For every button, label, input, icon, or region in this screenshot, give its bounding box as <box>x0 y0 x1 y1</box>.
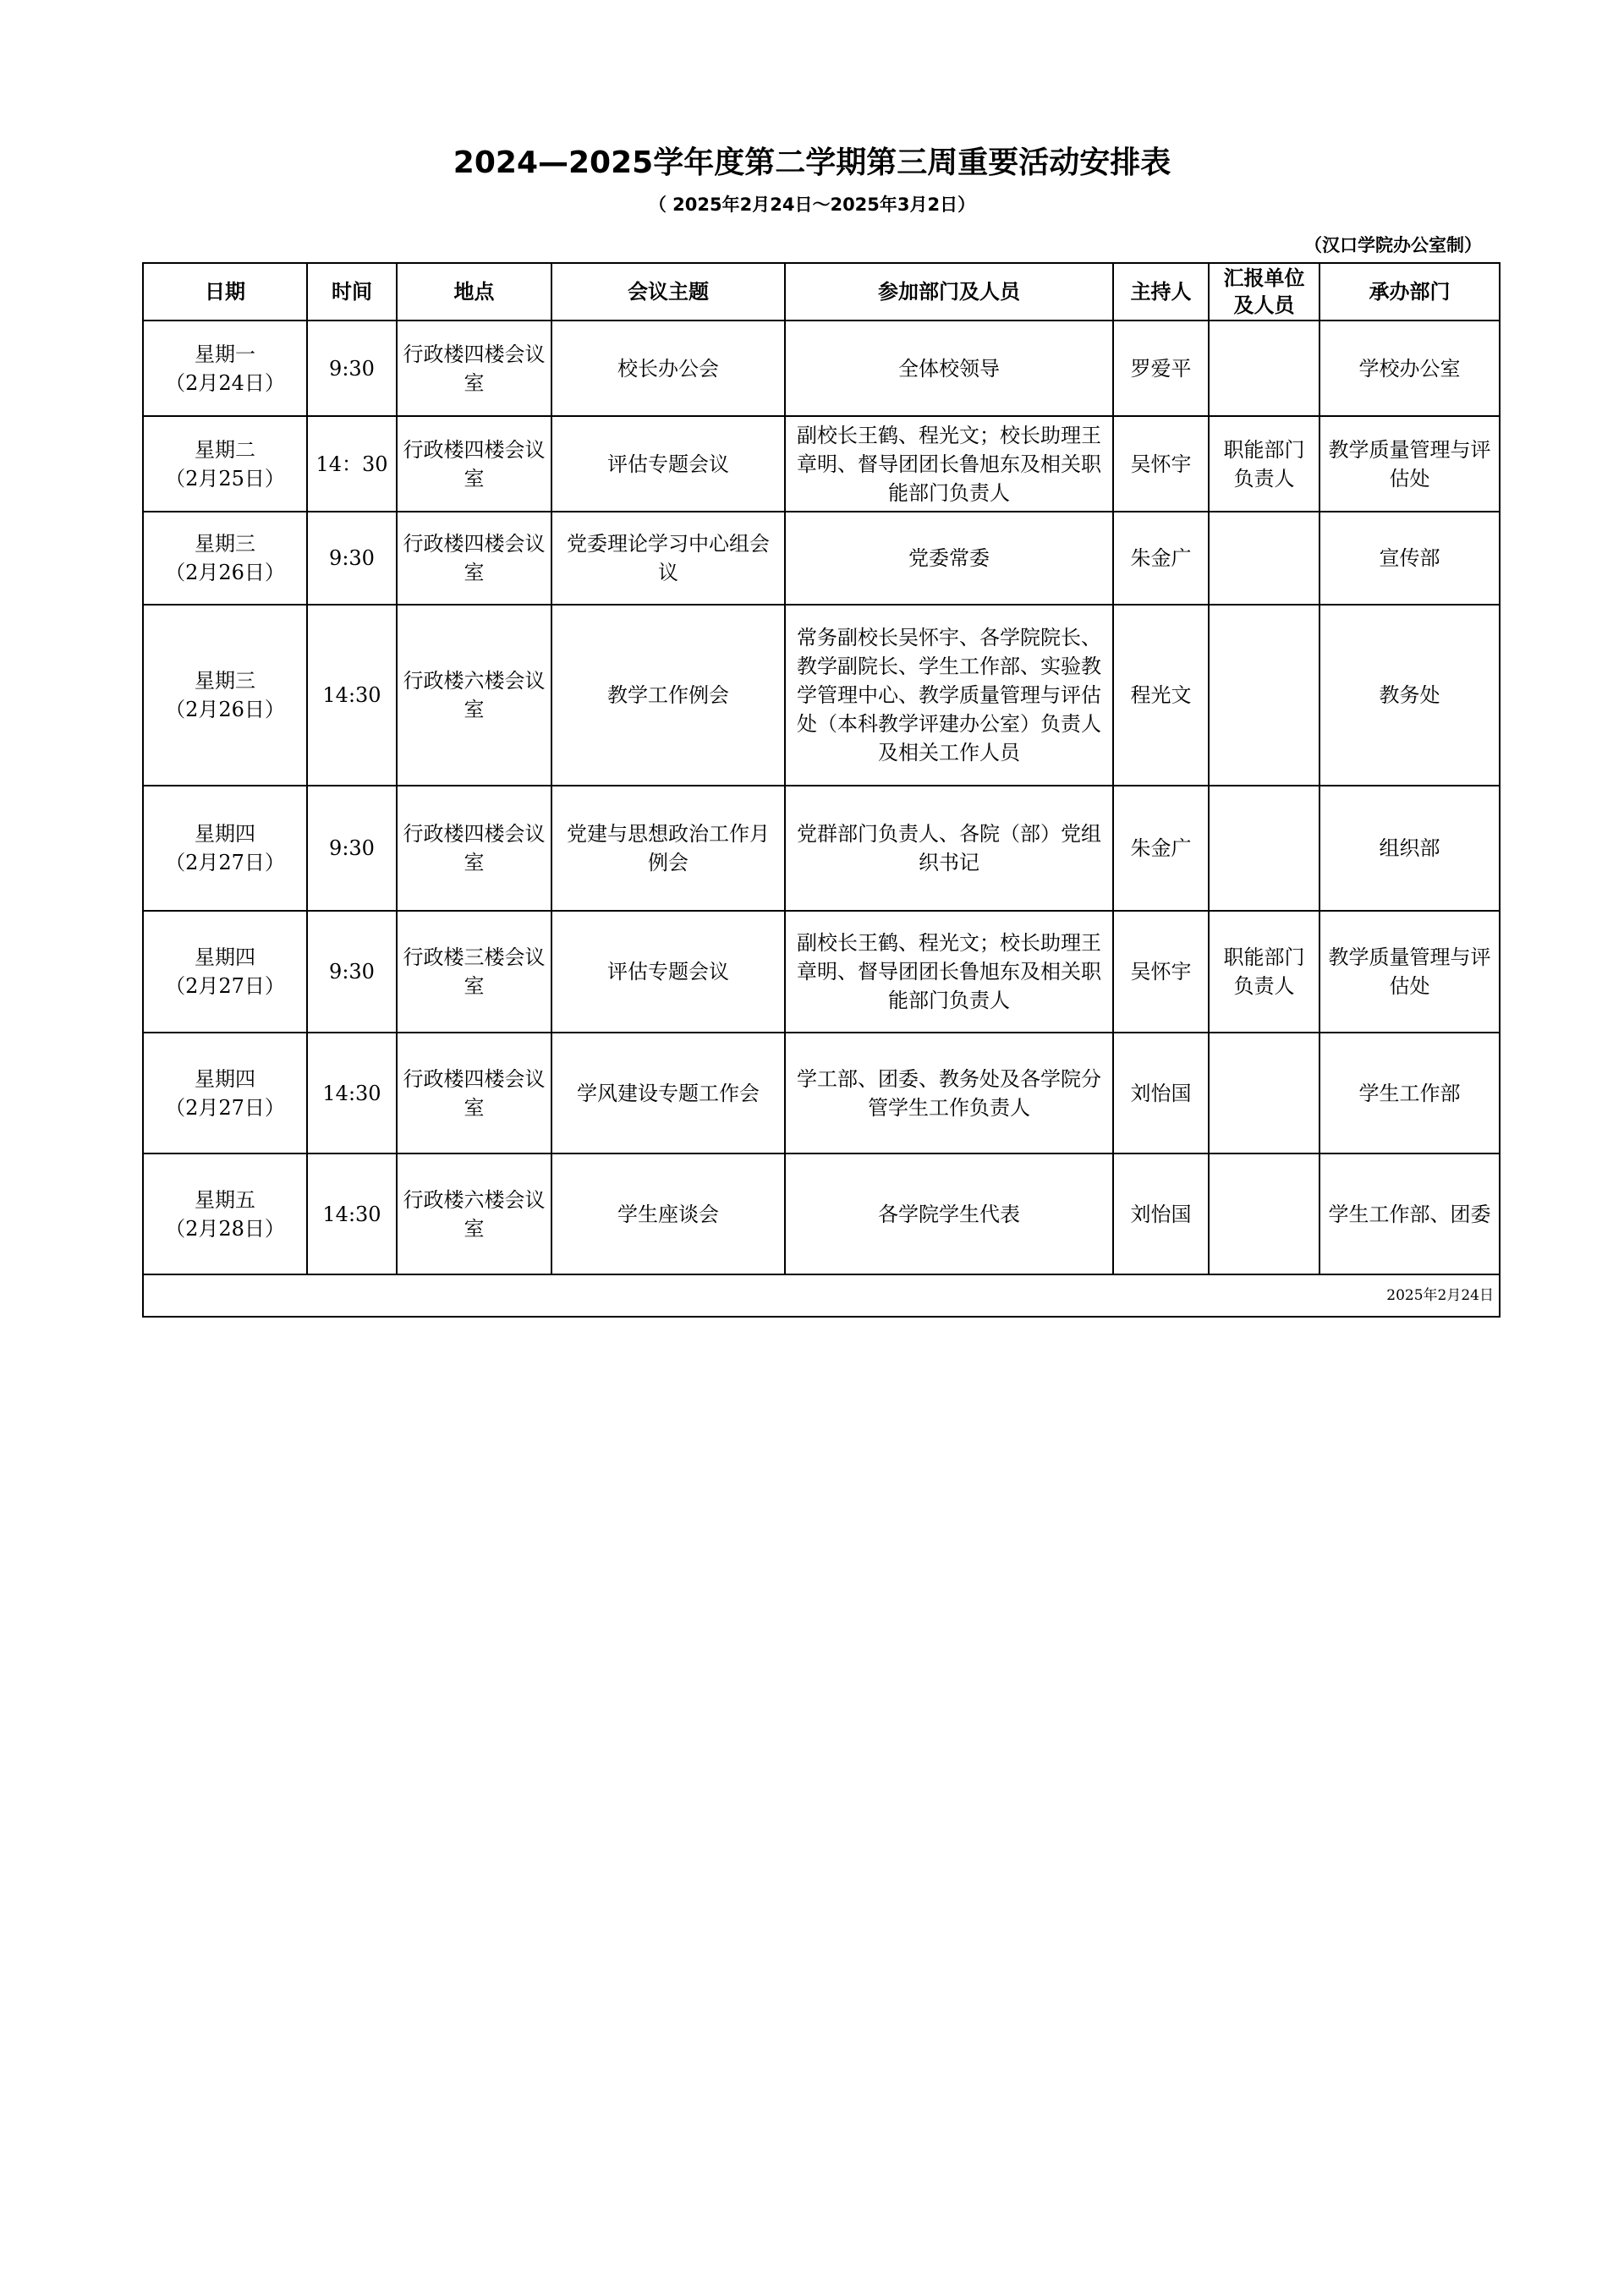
date-cell <box>143 512 307 605</box>
place-cell: 行政楼四楼会议室 <box>397 321 551 416</box>
date-text: （2月26日） <box>165 561 285 584</box>
place-cell: 行政楼六楼会议室 <box>397 605 551 786</box>
reporter-cell <box>1209 786 1320 911</box>
header-row <box>143 263 1500 321</box>
topic-cell: 党委理论学习中心组会议 <box>551 512 785 605</box>
host-cell: 朱金广 <box>1113 786 1209 911</box>
header-time: 时间 <box>307 263 397 321</box>
header-topic: 会议主题 <box>551 263 785 321</box>
weekday-text: 星期五 <box>195 1187 255 1212</box>
topic-cell: 教学工作例会 <box>551 605 785 786</box>
weekday-text: 星期三 <box>195 669 255 693</box>
place-cell: 行政楼六楼会议室 <box>397 1153 551 1274</box>
attendees-cell: 党委常委 <box>785 512 1113 605</box>
table-row <box>143 911 1500 1033</box>
attendees-cell: 学工部、团委、教务处及各学院分管学生工作负责人 <box>785 1033 1113 1153</box>
attendees-cell: 各学院学生代表 <box>785 1153 1113 1274</box>
date-cell <box>143 1033 307 1153</box>
organizer-cell: 教务处 <box>1320 605 1500 786</box>
host-cell: 罗爱平 <box>1113 321 1209 416</box>
table-row <box>143 321 1500 416</box>
attendees-cell: 党群部门负责人、各院（部）党组织书记 <box>785 786 1113 911</box>
topic-cell: 党建与思想政治工作月例会 <box>551 786 785 911</box>
organizer-cell: 学生工作部 <box>1320 1033 1500 1153</box>
host-cell: 刘怡国 <box>1113 1153 1209 1274</box>
place-cell: 行政楼三楼会议室 <box>397 911 551 1033</box>
reporter-cell <box>1209 1033 1320 1153</box>
table-row <box>143 512 1500 605</box>
date-cell <box>143 416 307 512</box>
header-date: 日期 <box>143 263 307 321</box>
date-cell <box>143 911 307 1033</box>
header-reporter: 汇报单位及人员 <box>1209 263 1320 321</box>
reporter-cell: 职能部门负责人 <box>1209 416 1320 512</box>
weekday-text: 星期四 <box>195 822 255 846</box>
reporter-cell <box>1209 321 1320 416</box>
header-attendees: 参加部门及人员 <box>785 263 1113 321</box>
time-cell: 9:30 <box>307 321 397 416</box>
time-cell: 9:30 <box>307 911 397 1033</box>
table-row <box>143 1033 1500 1153</box>
reporter-cell <box>1209 605 1320 786</box>
weekday-text: 星期一 <box>195 342 255 366</box>
topic-cell: 评估专题会议 <box>551 911 785 1033</box>
place-cell: 行政楼四楼会议室 <box>397 416 551 512</box>
organizer-cell: 学校办公室 <box>1320 321 1500 416</box>
date-cell <box>143 321 307 416</box>
reporter-cell <box>1209 1153 1320 1274</box>
reporter-cell <box>1209 512 1320 605</box>
date-text: （2月24日） <box>165 370 285 395</box>
weekday-text: 星期四 <box>195 1066 255 1091</box>
table-row <box>143 416 1500 512</box>
date-cell <box>143 605 307 786</box>
weekday-text: 星期三 <box>195 532 255 556</box>
host-cell: 朱金广 <box>1113 512 1209 605</box>
topic-cell: 评估专题会议 <box>551 416 785 512</box>
time-cell: 14：30 <box>307 416 397 512</box>
weekday-text: 星期四 <box>195 945 255 969</box>
time-cell: 14:30 <box>307 1153 397 1274</box>
date-text: （2月27日） <box>165 851 285 874</box>
maker-note: （汉口学院办公室制） <box>1304 235 1482 255</box>
header-organizer: 承办部门 <box>1320 263 1500 321</box>
attendees-cell: 副校长王鹤、程光文；校长助理王章明、督导团团长鲁旭东及相关职能部门负责人 <box>785 911 1113 1033</box>
attendees-cell: 副校长王鹤、程光文；校长助理王章明、督导团团长鲁旭东及相关职能部门负责人 <box>785 416 1113 512</box>
date-cell <box>143 1153 307 1274</box>
time-cell: 9:30 <box>307 786 397 911</box>
time-cell: 14:30 <box>307 1033 397 1153</box>
time-cell: 9:30 <box>307 512 397 605</box>
host-cell: 程光文 <box>1113 605 1209 786</box>
place-cell: 行政楼四楼会议室 <box>397 1033 551 1153</box>
reporter-cell: 职能部门负责人 <box>1209 911 1320 1033</box>
time-cell: 14:30 <box>307 605 397 786</box>
weekday-text: 星期二 <box>195 437 255 462</box>
topic-cell: 校长办公会 <box>551 321 785 416</box>
topic-cell: 学风建设专题工作会 <box>551 1033 785 1153</box>
date-text: （2月26日） <box>165 698 285 721</box>
footer-date: 2025年2月24日 <box>143 1274 1500 1317</box>
table-row <box>143 786 1500 911</box>
date-cell <box>143 786 307 911</box>
header-place: 地点 <box>397 263 551 321</box>
topic-cell: 学生座谈会 <box>551 1153 785 1274</box>
host-cell: 吴怀宇 <box>1113 911 1209 1033</box>
footer-row <box>143 1274 1500 1317</box>
attendees-cell: 常务副校长吴怀宇、各学院院长、教学副院长、学生工作部、实验教学管理中心、教学质量管理与评估处（本科教学评建办公室）负责人及相关工作人员 <box>785 605 1113 786</box>
schedule-table <box>142 262 1501 1318</box>
attendees-cell: 全体校领导 <box>785 321 1113 416</box>
organizer-cell: 学生工作部、团委 <box>1320 1153 1500 1274</box>
date-range-subtitle: （ 2025年2月24日～2025年3月2日） <box>648 195 976 215</box>
date-text: （2月27日） <box>165 974 285 998</box>
page-title: 2024—2025学年度第二学期第三周重要活动安排表 <box>453 145 1171 180</box>
date-text: （2月28日） <box>165 1216 285 1241</box>
table-row <box>143 605 1500 786</box>
date-text: （2月27日） <box>165 1095 285 1120</box>
organizer-cell: 组织部 <box>1320 786 1500 911</box>
organizer-cell: 教学质量管理与评估处 <box>1320 911 1500 1033</box>
place-cell: 行政楼四楼会议室 <box>397 786 551 911</box>
date-text: （2月25日） <box>165 466 285 490</box>
place-cell: 行政楼四楼会议室 <box>397 512 551 605</box>
table-row <box>143 1153 1500 1274</box>
host-cell: 吴怀宇 <box>1113 416 1209 512</box>
organizer-cell: 宣传部 <box>1320 512 1500 605</box>
header-host: 主持人 <box>1113 263 1209 321</box>
organizer-cell: 教学质量管理与评估处 <box>1320 416 1500 512</box>
host-cell: 刘怡国 <box>1113 1033 1209 1153</box>
